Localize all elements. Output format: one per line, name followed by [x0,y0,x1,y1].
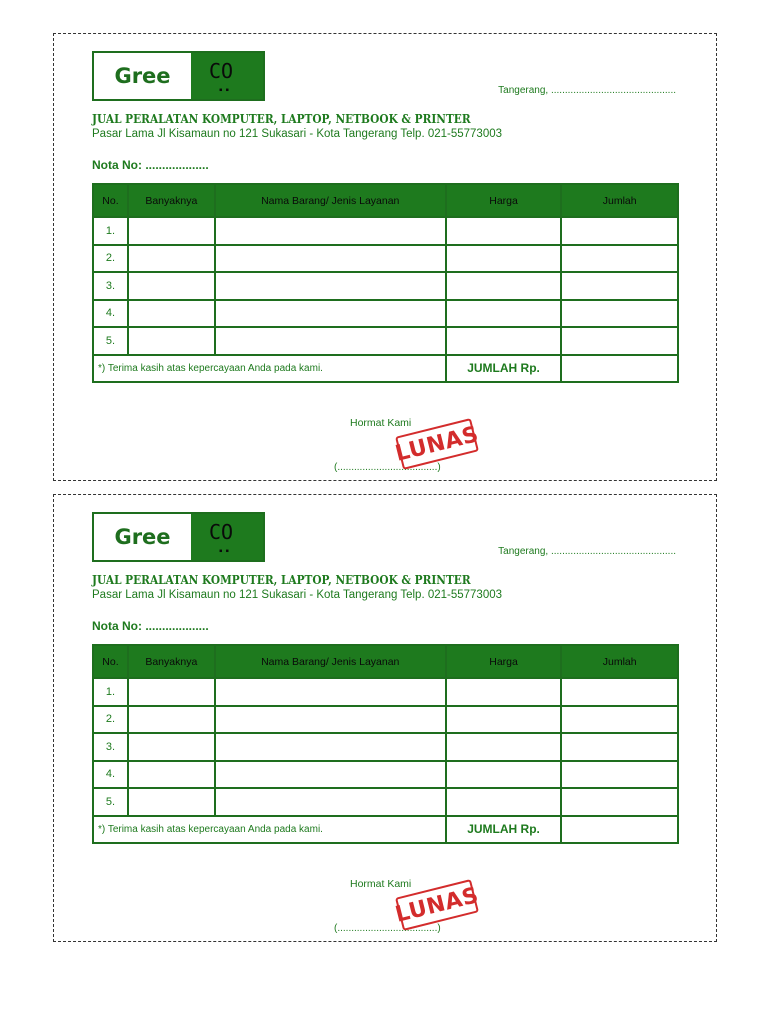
item-name-cell[interactable] [215,678,446,706]
item-name-cell[interactable] [215,327,446,355]
item-name-cell[interactable] [215,217,446,245]
logo-dots-icon: ▪▪ [219,546,233,557]
shop-title: JUAL PERALATAN KOMPUTER, LAPTOP, NETBOOK & PRINTER [92,112,471,126]
thank-you-note: *) Terima kasih atas kepercayaan Anda pada kami. [93,816,446,844]
company-logo [92,51,265,101]
table-row [93,272,678,300]
paid-stamp-text: LUNAS [392,421,482,467]
amount-cell[interactable] [561,733,678,761]
quantity-cell[interactable] [128,245,215,273]
signature-line: (....................................) [334,923,441,934]
logo-right-text: CO [209,520,234,544]
row-number: 1. [93,678,128,706]
items-table [92,644,679,844]
city-date-line: Tangerang, ............................................. [498,546,676,557]
price-cell[interactable] [446,678,562,706]
nota-number-label: Nota No: ................... [92,619,209,633]
item-name-cell[interactable] [215,272,446,300]
column-header-amount: Jumlah [561,645,678,678]
row-number: 3. [93,272,128,300]
table-row [93,733,678,761]
signature-line: (....................................) [334,462,441,473]
row-number: 2. [93,706,128,734]
price-cell[interactable] [446,272,562,300]
amount-cell[interactable] [561,300,678,328]
row-number: 4. [93,300,128,328]
amount-cell[interactable] [561,706,678,734]
table-row [93,300,678,328]
row-number: 3. [93,733,128,761]
column-header-no: No. [93,645,128,678]
amount-cell[interactable] [561,761,678,789]
logo-right-panel [191,53,263,99]
amount-cell[interactable] [561,678,678,706]
column-header-no: No. [93,184,128,217]
item-name-cell[interactable] [215,788,446,816]
quantity-cell[interactable] [128,788,215,816]
total-label: JUMLAH Rp. [446,816,562,844]
table-row [93,706,678,734]
quantity-cell[interactable] [128,217,215,245]
table-row [93,327,678,355]
table-row [93,761,678,789]
total-amount-cell[interactable] [561,355,678,383]
row-number: 2. [93,245,128,273]
quantity-cell[interactable] [128,300,215,328]
table-row [93,245,678,273]
item-name-cell[interactable] [215,761,446,789]
amount-cell[interactable] [561,327,678,355]
paid-stamp-text: LUNAS [392,882,482,928]
shop-title: JUAL PERALATAN KOMPUTER, LAPTOP, NETBOOK & PRINTER [92,573,471,587]
price-cell[interactable] [446,327,562,355]
receipt-bottom [53,494,717,942]
shop-address: Pasar Lama Jl Kisamaun no 121 Sukasari - Kota Tangerang Telp. 021-55773003 [92,128,503,140]
price-cell[interactable] [446,706,562,734]
quantity-cell[interactable] [128,706,215,734]
logo-dots-icon: ▪▪ [219,85,233,96]
row-number: 1. [93,217,128,245]
total-amount-cell[interactable] [561,816,678,844]
price-cell[interactable] [446,788,562,816]
column-header-item-name: Nama Barang/ Jenis Layanan [215,184,446,217]
quantity-cell[interactable] [128,678,215,706]
company-logo [92,512,265,562]
thank-you-note: *) Terima kasih atas kepercayaan Anda pada kami. [93,355,446,383]
table-row [93,217,678,245]
column-header-quantity: Banyaknya [128,184,215,217]
amount-cell[interactable] [561,272,678,300]
items-table [92,183,679,383]
table-total-row [93,816,678,844]
column-header-quantity: Banyaknya [128,645,215,678]
column-header-price: Harga [446,645,562,678]
column-header-price: Harga [446,184,562,217]
quantity-cell[interactable] [128,327,215,355]
amount-cell[interactable] [561,245,678,273]
table-total-row [93,355,678,383]
item-name-cell[interactable] [215,733,446,761]
price-cell[interactable] [446,245,562,273]
logo-right-panel [191,514,263,560]
logo-left-text: Gree [114,525,171,549]
table-row [93,678,678,706]
column-header-item-name: Nama Barang/ Jenis Layanan [215,645,446,678]
price-cell[interactable] [446,733,562,761]
city-date-line: Tangerang, ............................................. [498,85,676,96]
receipt-top [53,33,717,481]
item-name-cell[interactable] [215,706,446,734]
row-number: 5. [93,788,128,816]
item-name-cell[interactable] [215,245,446,273]
row-number: 4. [93,761,128,789]
quantity-cell[interactable] [128,272,215,300]
shop-address: Pasar Lama Jl Kisamaun no 121 Sukasari - Kota Tangerang Telp. 021-55773003 [92,589,503,601]
table-row [93,788,678,816]
logo-right-text: CO [209,59,234,83]
column-header-amount: Jumlah [561,184,678,217]
price-cell[interactable] [446,761,562,789]
amount-cell[interactable] [561,217,678,245]
regards-label: Hormat Kami [350,878,412,890]
logo-left-text: Gree [114,64,171,88]
total-label: JUMLAH Rp. [446,355,562,383]
table-header-row [93,184,678,217]
row-number: 5. [93,327,128,355]
item-name-cell[interactable] [215,300,446,328]
regards-label: Hormat Kami [350,417,412,429]
amount-cell[interactable] [561,788,678,816]
quantity-cell[interactable] [128,733,215,761]
quantity-cell[interactable] [128,761,215,789]
table-header-row [93,645,678,678]
price-cell[interactable] [446,300,562,328]
price-cell[interactable] [446,217,562,245]
nota-number-label: Nota No: ................... [92,158,209,172]
